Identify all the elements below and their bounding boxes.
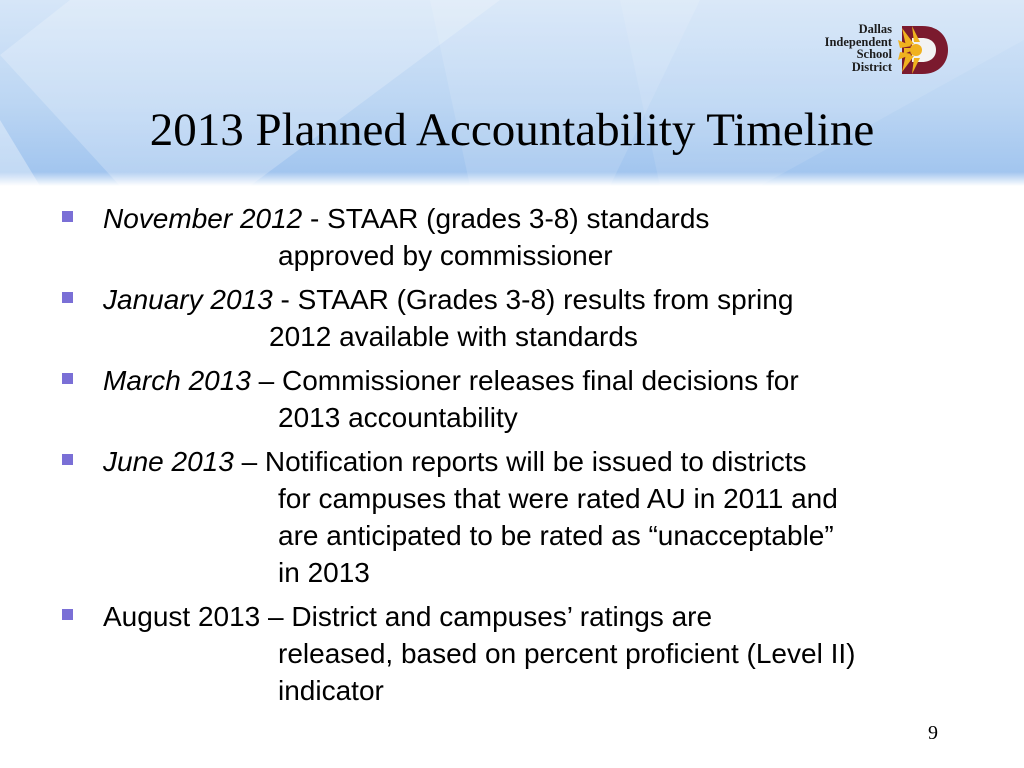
bullet-marker-icon: [62, 609, 73, 620]
bullet-marker-icon: [62, 454, 73, 465]
logo-line: School: [856, 47, 892, 61]
timeline-text-continuation: 2013 accountability: [278, 402, 518, 433]
sun-d-logo-icon: [898, 22, 950, 78]
timeline-item: [62, 200, 1002, 274]
timeline-text: – Notification reports will be issued to districts: [233, 446, 807, 477]
logo-line: Independent: [824, 34, 892, 49]
slide-title: 2013 Planned Accountability Timeline: [149, 104, 875, 156]
timeline-bullet-list: [62, 200, 1002, 716]
timeline-date: June 2013: [103, 446, 234, 477]
timeline-date: March 2013: [103, 365, 251, 396]
timeline-text: August 2013 – District and campuses’ ratings are: [103, 601, 713, 632]
bullet-marker-icon: [62, 292, 73, 303]
timeline-item: [62, 598, 1002, 709]
timeline-item: [62, 362, 1002, 436]
timeline-text-continuation: 2012 available with standards: [269, 321, 638, 352]
logo-line: District: [851, 59, 892, 74]
page-number: 9: [928, 722, 938, 744]
timeline-text-continuation: released, based on percent proficient (Level II): [278, 638, 856, 669]
timeline-text-continuation: are anticipated to be rated as “unacceptable”: [278, 520, 834, 551]
bullet-marker-icon: [62, 373, 73, 384]
timeline-text-continuation: approved by commissioner: [278, 240, 613, 271]
timeline-text: - STAAR (grades 3-8) standards: [302, 203, 710, 234]
timeline-date: November 2012: [103, 203, 303, 234]
bullet-marker-icon: [62, 211, 73, 222]
timeline-text-continuation: indicator: [278, 675, 384, 706]
header-fade: [0, 172, 1024, 186]
timeline-text: – Commissioner releases final decisions for: [250, 365, 799, 396]
logo-line: Dallas: [858, 22, 892, 36]
timeline-text: - STAAR (Grades 3-8) results from spring: [272, 284, 794, 315]
timeline-text-continuation: for campuses that were rated AU in 2011 and: [278, 483, 838, 514]
timeline-date: January 2013: [103, 284, 273, 315]
timeline-item: [62, 443, 1002, 591]
logo-wordmark: [822, 23, 892, 73]
timeline-text-continuation: in 2013: [278, 557, 370, 588]
timeline-item: [62, 281, 1002, 355]
district-logo: [822, 20, 952, 82]
